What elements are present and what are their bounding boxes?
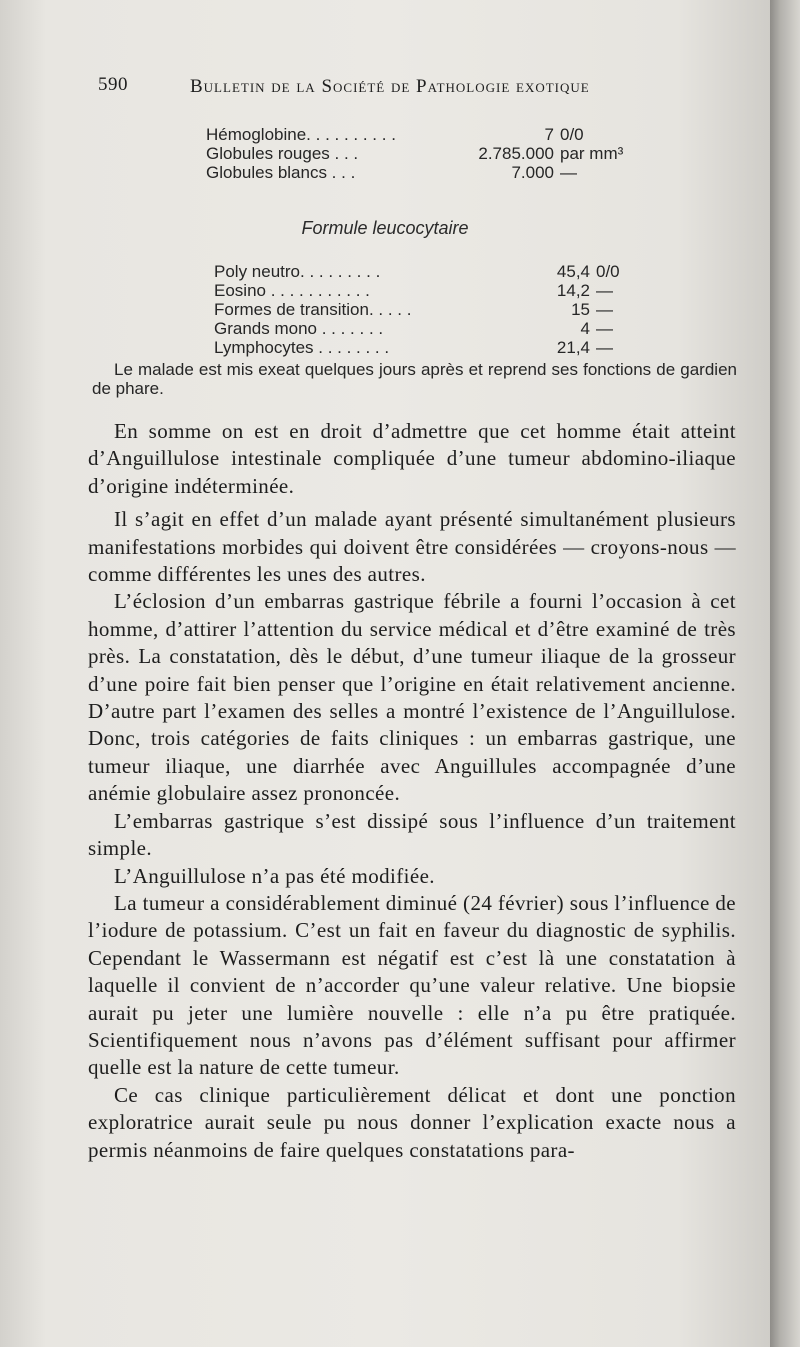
row-value: 2.785.000 bbox=[478, 144, 554, 163]
row-label: Poly neutro. . . . . . . . . bbox=[214, 262, 381, 281]
row-value: 4 bbox=[580, 319, 590, 338]
row-value: 7 bbox=[544, 125, 554, 144]
row-value: 7.000 bbox=[511, 163, 554, 182]
table-row bbox=[214, 281, 620, 300]
row-unit: par mm³ bbox=[560, 144, 624, 163]
paragraph: L’éclosion d’un embarras gastrique fébrile a fourni l’occasion à cet homme, d’attirer l’attention du service médical et d’être examiné de très près. La constatation, dès le début, d’une tumeur iliaque de la grosseur d’une poire fait bien penser que l’origine en était relativement ancienne. D’autre part l’examen des selles a montré l’existence de l’Anguillulose. Donc, trois catégories de faits cliniques : un embarras gastrique, une tumeur iliaque, une diarrhée avec Anguillules accompagnée d’une anémie globulaire assez prononcée. bbox=[88, 589, 736, 806]
running-title: Bulletin de la Société de Pathologie exotique bbox=[190, 76, 590, 97]
row-label: Lymphocytes . . . . . . . . bbox=[214, 338, 390, 357]
main-text bbox=[88, 418, 736, 1164]
row-value: 21,4 bbox=[556, 338, 590, 357]
table-row bbox=[206, 144, 623, 163]
row-unit: — bbox=[596, 338, 613, 357]
leucocyte-formula-table bbox=[214, 262, 620, 357]
row-value: 45,4 bbox=[556, 262, 590, 281]
row-unit: — bbox=[596, 319, 613, 338]
row-label: Globules rouges . . . bbox=[206, 144, 359, 163]
row-label: Hémoglobine. . . . . . . . . . bbox=[206, 125, 396, 144]
paragraph: L’embarras gastrique s’est dissipé sous l’influence d’un traitement simple. bbox=[88, 808, 736, 861]
table-row bbox=[214, 338, 620, 357]
blood-count-table bbox=[206, 125, 623, 182]
row-unit: — bbox=[596, 300, 613, 319]
paragraph: Il s’agit en effet d’un malade ayant présenté simultanément plusieurs manifestations morbides qui doivent être considérées — croyons-nous — comme différentes les unes des autres. bbox=[88, 507, 736, 587]
row-value: 15 bbox=[571, 300, 590, 319]
table-row bbox=[206, 163, 623, 182]
table-row bbox=[214, 300, 620, 319]
row-unit: — bbox=[560, 163, 577, 182]
table-row bbox=[214, 319, 620, 338]
table-row bbox=[206, 125, 623, 144]
paragraph: La tumeur a considérablement diminué (24 février) sous l’influence de l’iodure de potassium. C’est un fait en faveur du diagnostic de syphilis. Cependant le Wassermann est négatif est c’est là une constatation à laquelle il convient de n’accorder qu’une valeur relative. Une biopsie aurait pu jeter une lumière nouvelle : elle n’a pu être pratiquée. Scientifiquement nous n’avons pas d’élément suffisant pour affirmer quelle est la nature de cette tumeur. bbox=[88, 890, 736, 1080]
row-label: Globules blancs . . . bbox=[206, 163, 356, 182]
table-row bbox=[214, 262, 620, 281]
page-header bbox=[98, 74, 658, 104]
row-unit: 0/0 bbox=[596, 262, 620, 281]
row-label: Eosino . . . . . . . . . . . bbox=[214, 281, 370, 300]
paragraph: L’Anguillulose n’a pas été modifiée. bbox=[114, 863, 435, 888]
paragraph: Ce cas clinique particulièrement délicat et dont une ponction exploratrice aurait seule pu nous donner l’explication exacte nous a permis néanmoins de faire quelques constatations para- bbox=[88, 1082, 736, 1162]
row-label: Grands mono . . . . . . . bbox=[214, 319, 384, 338]
row-unit: — bbox=[596, 281, 613, 300]
discharge-note: Le malade est mis exeat quelques jours après et reprend ses fonctions de gardien de phare. bbox=[92, 360, 737, 398]
page-number: 590 bbox=[98, 74, 128, 95]
row-label: Formes de transition. . . . . bbox=[214, 300, 412, 319]
row-value: 14,2 bbox=[556, 281, 590, 300]
formula-heading: Formule leucocytaire bbox=[301, 218, 469, 238]
paragraph: En somme on est en droit d’admettre que cet homme était atteint d’Anguillulose intestinale compliquée d’une tumeur abdomino-iliaque d’origine indéterminée. bbox=[88, 419, 736, 498]
row-unit: 0/0 bbox=[560, 125, 584, 144]
page-edge-shadow bbox=[770, 0, 800, 1347]
